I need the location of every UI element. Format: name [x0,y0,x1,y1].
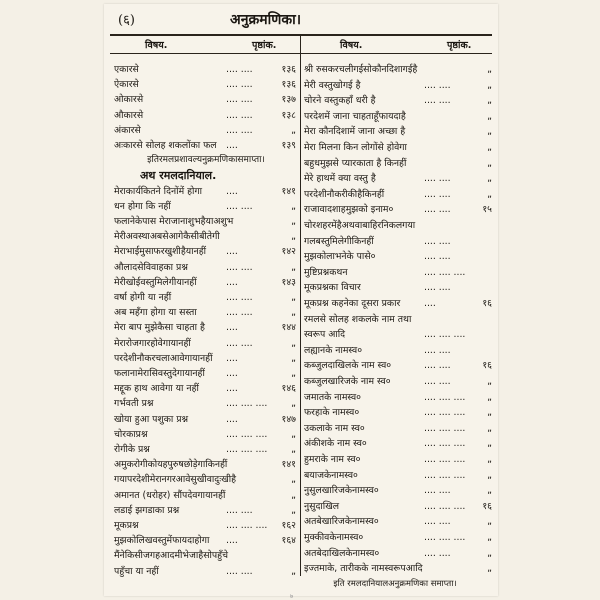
entry-text: औलादसेविवाहका प्रश्न [114,261,188,273]
entry-page-number: १४१ [281,185,296,197]
top-rule [110,34,492,36]
entry-page-number: „ [487,563,492,575]
left-subject-header: विषय. [145,40,168,51]
index-entry [114,260,298,275]
index-entry [304,343,494,358]
entry-page-number: „ [291,504,296,516]
index-entry [114,305,298,320]
column-divider [300,36,301,576]
entry-page-number: १६ [482,298,492,309]
entry-page-number: „ [487,516,492,528]
entry-text: मेरीअवस्थाअबसेआगेकैसीबीतेगी [114,231,220,243]
entry-text: मेरा मिलना किन लोगोंसे होवेगा [304,142,407,153]
entry-text: ऐकारसे [114,79,139,91]
index-entry [114,62,298,77]
entry-page-number: १४१ [281,459,296,471]
entry-page-number: „ [487,188,492,200]
index-entry [114,138,298,153]
entry-text: इतिरमलप्रशावल्यनुक्रमणिकासमाप्ता। [147,155,265,166]
page-header [110,10,490,32]
leader-dots: .... .... [226,79,253,91]
leader-dots: .... .... [226,565,253,577]
index-entry [304,468,494,483]
entry-text: चोरने वस्तुकहाँ धरी है [304,95,376,107]
leader-dots: .... [226,352,238,364]
entry-text: स्वरूप आदि [304,329,346,341]
index-entry [114,427,298,442]
entry-text: कब्जुलदाखिलके नाम स्व० [304,360,392,372]
entry-page-number: „ [291,231,296,243]
leader-dots: .... .... [424,344,451,356]
entry-page-number: „ [487,64,492,75]
leader-dots: .... .... [424,485,451,497]
entry-page-number: १६४ [281,535,296,547]
entry-text: श्री रुसकरचलीगईसोकौनदिशागईहै [304,64,418,75]
index-entry [304,156,494,171]
entry-text: मुक्कीवकेनामस्व० [304,532,364,543]
leader-dots: .... .... [226,64,253,75]
leader-dots: .... [226,535,238,547]
index-entry [114,184,298,199]
entry-text: लडाई झगडाका प्रश्न [114,504,180,516]
entry-page-number: „ [291,489,296,501]
page-title: अनुक्रमणिका। [230,12,302,28]
entry-page-number: „ [487,547,492,559]
right-index-column [304,62,494,582]
index-entry [114,336,298,351]
leader-dots: .... .... [424,79,451,91]
entry-text: मूकप्रश्न कहनेका दूसरा प्रकार [304,298,401,309]
index-entry [304,140,494,155]
index-entry [304,514,494,529]
index-entry [114,92,298,107]
entry-text: मद्दूक हाथ आवेगा या नहीं [114,383,199,395]
entry-page-number: „ [291,368,296,379]
entry-page-number: „ [487,79,492,91]
entry-text: फलानामेरासिवस्तुदेगायानहीं [114,368,205,379]
leader-dots: .... .... .... [424,469,466,481]
entry-text: धन होगा कि नहीं [114,200,171,212]
entry-text: पहुँचा या नहीं [114,565,159,577]
entry-page-number: १५ [482,204,492,216]
entry-page-number: „ [487,485,492,497]
entry-text: लह्यानके नामस्व० [304,344,363,356]
leader-dots: .... .... .... [226,520,268,531]
index-entry [304,374,494,389]
header-rule [110,53,492,54]
entry-text: मेरा कौनदिशामें जाना अच्छा है [304,126,406,138]
entry-text: अमानत (धरोहर) सौंपदेवगायानहीं [114,489,226,501]
entry-page-number: १६ [482,500,492,512]
entry-page-number: १४६ [281,383,296,395]
entry-page-number: „ [291,398,296,410]
leader-dots: .... [226,185,238,197]
entry-text: जमातके नामस्व० [304,391,362,403]
entry-page-number: १३७ [281,94,296,106]
entry-text: राजावादशाहमुझको इनाम० [304,204,394,216]
entry-page-number: „ [291,444,296,455]
index-entry [114,533,298,548]
index-entry [304,499,494,514]
index-entry [304,312,494,327]
index-entry [114,366,298,381]
leader-dots: .... .... [424,173,451,185]
index-entry [304,249,494,264]
entry-text: गयापरदेशीमेरानगरआवेसुखीवादुःखीहै [114,474,237,486]
leader-dots: .... .... [424,251,451,263]
entry-page-number: „ [291,565,296,577]
index-entry [114,472,298,487]
entry-page-number: „ [291,292,296,303]
leader-dots: .... [226,383,238,395]
index-entry [114,244,298,259]
entry-page-number: „ [487,157,492,169]
entry-text: मुझकोलाभनेके पासे० [304,251,376,263]
leader-dots: .... [226,276,238,288]
index-entry [114,123,298,138]
leader-dots: .... .... .... [226,444,268,455]
entry-text: हुमराके नाम स्व० [304,454,361,465]
entry-text: मैंनेकिसीजगहआदमीभेजाहैसोपहुँचे [114,550,229,562]
index-entry [114,229,298,244]
entry-page-number: १३६ [281,79,296,91]
entry-page-number: „ [487,391,492,403]
leader-dots: .... .... .... [424,422,466,434]
index-entry [114,457,298,472]
entry-text: फलानेकेपास मेराजानाशुभहैयाअशुभ [114,216,234,227]
leader-dots: .... [226,413,238,425]
leader-dots: .... .... [424,516,451,528]
entry-text: बयाजकेनामस्व० [304,469,358,481]
left-page-header: पृष्ठांक. [252,40,277,51]
index-entry [114,351,298,366]
entry-text: नुसुलखारिजकेनामस्व० [304,485,379,497]
entry-page-number: „ [291,337,296,349]
entry-text: अमुकरोगीकोयहपुरुषछोड़ेगाकिनहीं [114,459,228,471]
index-entry [114,275,298,290]
index-entry [114,214,298,229]
index-entry [114,488,298,503]
entry-page-number: „ [291,428,296,440]
leader-dots: .... .... .... [424,266,466,278]
entry-text: मेरी वस्तुखोगई है [304,79,361,91]
entry-page-number: „ [487,407,492,419]
entry-text: अःकारसे सोलह शकलोंका फल [114,140,217,151]
entry-page-number: „ [487,173,492,185]
entry-text: मूकप्रश्न [114,520,139,531]
leader-dots: .... [226,368,238,379]
index-entry [114,442,298,457]
leader-dots: .... [226,246,238,258]
index-entry [304,62,494,77]
index-entry [114,564,298,579]
index-entry [304,530,494,545]
entry-page-number: १६ [482,360,492,372]
index-entry [114,503,298,518]
leader-dots: .... .... [226,292,253,303]
leader-dots: .... .... [226,261,253,273]
entry-page-number: „ [487,422,492,434]
index-entry [304,187,494,202]
entry-page-number: „ [487,110,492,122]
leader-dots: .... [226,322,238,334]
entry-text: फरहाके नामस्व० [304,407,360,419]
index-entry [304,280,494,295]
entry-page-number: „ [487,142,492,153]
entry-page-number: १३९ [281,140,296,151]
index-entry [304,452,494,467]
entry-page-number: „ [487,126,492,138]
index-entry [114,108,298,123]
entry-page-number: „ [487,469,492,481]
leader-dots: .... .... [424,360,451,372]
leader-dots: .... .... .... [424,500,466,512]
leader-dots: .... .... [226,124,253,136]
entry-text: रोगीके प्रश्न [114,444,150,455]
index-entry [304,390,494,405]
leader-dots: .... .... [226,307,253,319]
right-page-header: पृष्ठांक. [447,40,472,51]
entry-page-number: „ [291,216,296,227]
entry-text: एकारसे [114,64,139,75]
index-entry [304,561,494,576]
entry-text: अब महँगा होगा या सस्ता [114,307,197,319]
entry-text: उकलाके नाम स्व० [304,422,365,434]
entry-text: बहुधमुझसे प्यारकाता है किनहीं [304,157,407,169]
index-entry [304,265,494,280]
leader-dots: .... .... [424,235,451,247]
entry-text: अथ रमलदानियाल. [140,169,217,183]
entry-page-number: „ [291,474,296,486]
index-entry [304,218,494,233]
index-entry [114,77,298,92]
leader-dots: .... .... [226,337,253,349]
leader-dots: .... .... .... [424,454,466,465]
entry-text: खोया हुआ पशुका प्रश्न [114,413,189,425]
leader-dots: .... .... [424,282,451,294]
entry-text: रमलसे सोलह शकलके नाम तथा [304,313,412,325]
entry-page-number: १३६ [281,64,296,75]
entry-text: चोरकाप्रश्न [114,428,148,440]
leader-dots: .... .... [226,94,253,106]
entry-text: ओकारसे [114,94,144,106]
leader-dots: .... .... [424,188,451,200]
index-entry [304,202,494,217]
entry-text: परदेशीनौकरचलाआवेगायानहीं [114,352,213,364]
index-entry [304,234,494,249]
index-entry [114,548,298,563]
entry-page-number: १६२ [281,520,296,531]
index-entry [304,483,494,498]
page-mark: ७ [290,593,294,600]
entry-page-number: १४३ [281,276,296,288]
entry-text: चोरशहरमेंहैअथवाबाहिरनिकलगया [304,220,416,231]
left-index-column [114,62,298,582]
leader-dots: .... .... .... [424,532,466,543]
entry-text: इज्तमाके, तारीकके नामस्वरूपआदि [304,563,423,575]
index-entry [114,199,298,214]
index-entry [114,168,298,183]
entry-text: नुसुदाखिल [304,500,340,512]
entry-text: अंकीशके नाम स्व० [304,438,367,450]
index-entry [114,396,298,411]
entry-page-number: १४७ [281,413,296,425]
index-entry [114,290,298,305]
index-entry [304,78,494,93]
index-entry [114,320,298,335]
entry-page-number: १३८ [281,109,296,121]
leader-dots: .... .... [424,376,451,387]
index-entry [114,412,298,427]
entry-page-number: „ [291,200,296,212]
index-entry [114,381,298,396]
index-entry [304,436,494,451]
leader-dots: .... .... .... [424,329,466,341]
index-end-note: इति रमलदानियालअनुक्रमणिका समाप्ता। [333,579,457,589]
leader-dots: .... .... [424,547,451,559]
entry-page-number: „ [487,438,492,450]
index-entry [304,421,494,436]
index-entry [304,109,494,124]
entry-page-number: „ [291,352,296,364]
entry-text: मेरीखोईवस्तुमिलेगीयानहीं [114,276,197,288]
entry-text: गर्भवती प्रश्न [114,398,154,410]
entry-page-number: „ [291,124,296,136]
entry-page-number: „ [487,95,492,107]
leader-dots: .... .... .... [226,398,268,410]
leader-dots: .... .... [226,109,253,121]
right-subject-header: विषय. [340,40,363,51]
leader-dots: .... .... [424,204,451,216]
entry-text: परदेशीनौकरीकीहैकिनहीं [304,188,385,200]
leader-dots: .... .... .... [424,407,466,419]
index-entry [304,327,494,342]
entry-text: अतबेदाखिलकेनामस्व० [304,547,380,559]
entry-text: मुझकोलिखवस्तुमेंफायदाहोगा [114,535,210,547]
entry-page-number: १४२ [281,246,296,258]
index-entry [114,153,298,168]
entry-text: मूकप्रश्नका विचार [304,282,361,294]
entry-text: परदेशमें जाना चाहताहूँफायदाहै [304,110,406,122]
leader-dots: .... .... [226,504,253,516]
index-entry [304,358,494,373]
leader-dots: .... .... .... [226,428,268,440]
entry-page-number: १४४ [281,322,296,334]
entry-text: वर्षा होगी या नहीं [114,292,172,303]
entry-text: अंकारसे [114,124,141,136]
index-entry [304,124,494,139]
entry-page-number: „ [291,307,296,319]
leader-dots: .... [424,298,436,309]
index-entry [304,93,494,108]
entry-page-number: „ [487,532,492,543]
index-entry [304,296,494,311]
leader-dots: .... .... .... [424,438,466,450]
index-entry [304,405,494,420]
leader-dots: .... .... [226,200,253,212]
entry-page-number: „ [291,261,296,273]
index-entry [304,546,494,561]
page-number: (६) [118,13,135,28]
index-entry [114,518,298,533]
entry-page-number: „ [487,454,492,465]
leader-dots: .... .... .... [424,391,466,403]
entry-text: मेरे हाथमें क्या वस्तु है [304,173,376,185]
leader-dots: .... .... [424,95,451,107]
entry-text: अतबेखारिजकेनामस्व० [304,516,379,528]
entry-text: मेराभाईमुसाफरखुशीहैयानहीं [114,246,207,258]
entry-text: मेराकार्यकितने दिनोंमें होगा [114,185,203,197]
leader-dots: .... [226,140,238,151]
entry-text: मुष्टिप्रश्नकथन [304,266,348,278]
entry-text: मेरारोजगारहोवेगायानहीं [114,337,191,349]
entry-text: गलबस्तुमिलेगीकिनहीं [304,235,374,247]
index-entry [304,171,494,186]
entry-text: कब्जुलखारिजके नाम स्व० [304,376,391,387]
entry-text: औकारसे [114,109,144,121]
entry-text: मेरा बाप मुझेकैसा चाहता है [114,322,205,334]
entry-page-number: „ [487,376,492,387]
